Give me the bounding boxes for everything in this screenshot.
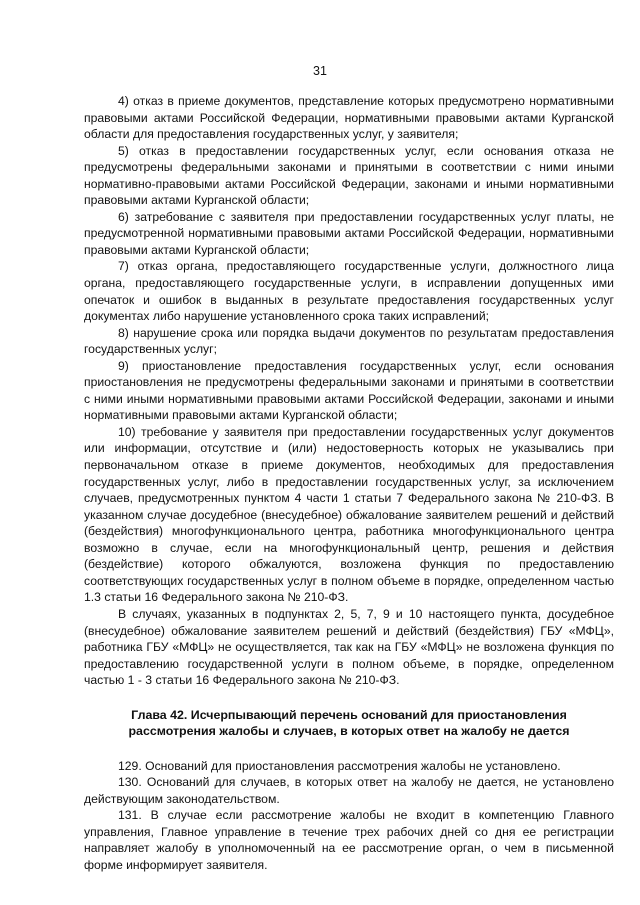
paragraph-item-8: 8) нарушение срока или порядка выдачи документов по результатам предоставления государственных услуг; (84, 325, 614, 357)
paragraph-item-4: 4) отказ в приеме документов, представление которых предусмотрено нормативными правовыми актами Российской Федерации, нормативными правовыми актами Курганской области для предоставления государственных услуг, у заявителя; (84, 94, 614, 142)
paragraph-item-5: 5) отказ в предоставлении государственных услуг, если основания отказа не предусмотрены федеральными законами и принятыми в соответствии с ними иными нормативно-правовыми актами Российской Федерации, законами и иными нормативными правовыми актами Курганской области; (84, 143, 614, 208)
document-body (84, 93, 614, 874)
paragraph-item-7: 7) отказ органа, предоставляющего государственные услуги, должностного лица органа, предоставляющего государственные услуги, в исправлении допущенных ими опечаток и ошибок в выданных в результате предоставления государственных услуг документах либо нарушение установленного срока таких исправлений; (84, 259, 614, 324)
chapter-heading-line-1: Глава 42. Исчерпывающий перечень оснований для приостановления (131, 707, 567, 722)
page-number: 31 (313, 64, 327, 78)
paragraph-130: 130. Оснований для случаев, в которых ответ на жалобу не дается, не установлено действующим законодательством. (84, 775, 614, 806)
paragraph-129: 129. Оснований для приостановления рассмотрения жалобы не установлено. (118, 758, 561, 773)
chapter-heading-line-2: рассмотрения жалобы и случаев, в которых ответ на жалобу не дается (128, 724, 570, 739)
paragraph-exceptions: В случаях, указанных в подпунктах 2, 5, 7, 9 и 10 настоящего пункта, досудебное (внесудебное) обжалование заявителем решений и действий (бездействия) ГБУ «МФЦ», работника ГБУ «МФЦ» не осуществляется, так как на ГБУ «МФЦ» не возложена функция по предоставлению государственной услуги в полном объеме, в порядке, определенном частью 1 - 3 статьи 16 Федерального закона № 210-ФЗ. (84, 606, 614, 688)
paragraph-item-6: 6) затребование с заявителя при предоставлении государственных услуг платы, не предусмотренной нормативными правовыми актами Российской Федерации, нормативными правовыми актами Курганской области; (84, 209, 614, 257)
paragraph-131: 131. В случае если рассмотрение жалобы не входит в компетенцию Главного управления, Главное управление в течение трех рабочих дней со дня ее регистрации направляет жалобу в уполномоченный на ее рассмотрение орган, о чем в письменной форме информирует заявителя. (84, 808, 614, 872)
paragraph-item-10: 10) требование у заявителя при предоставлении государственных услуг документов или информации, отсутствие и (или) недостоверность которых не указывались при первоначальном отказе в приеме документов, необходимых для предоставления государственных услуг, либо в предоставлении государственных услуг, за исключением случаев, предусмотренных пунктом 4 части 1 статьи 7 Федерального закона № 210-ФЗ. В указанном случае досудебное (внесудебное) обжалование заявителем решений и действий (бездействия) многофункционального центра, работника многофункционального центра возможно в случае, если на многофункциональный центр, решения и действия (бездействие) которого обжалуются, возложена функция по предоставлению соответствующих государственных услуг в полном объеме в порядке, определенном частью 1.3 статьи 16 Федерального закона № 210-ФЗ. (84, 424, 614, 605)
paragraph-item-9: 9) приостановление предоставления государственных услуг, если основания приостановления не предусмотрены федеральными законами и принятыми в соответствии с ними иными нормативными правовыми актами Российской Федерации, законами и иными нормативными правовыми актами Курганской области; (84, 358, 614, 423)
chapter-heading (84, 707, 614, 740)
